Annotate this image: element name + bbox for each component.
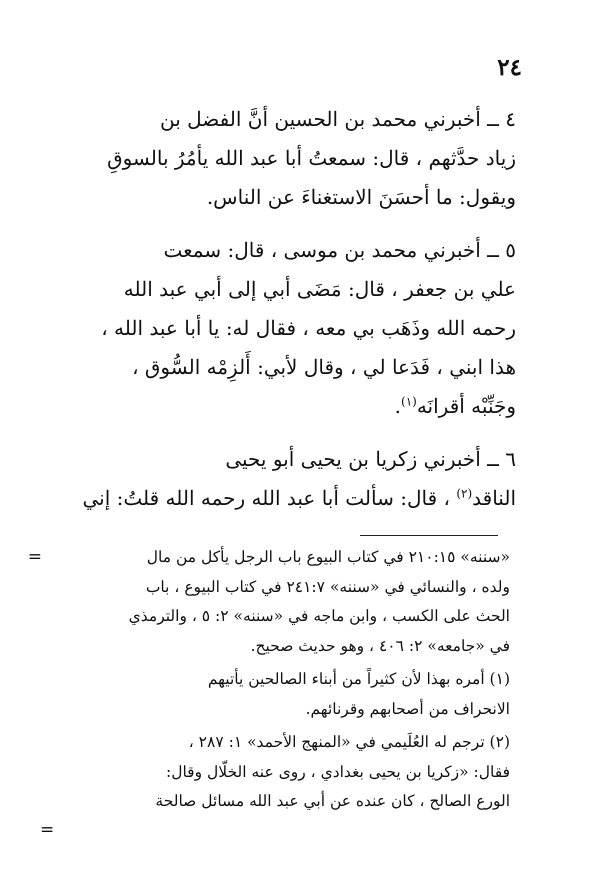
- text-line-body: وجَنِّبْه أقرانَه: [416, 394, 516, 418]
- text-line: ٥ ــ أخبرني محمد بن موسى ، قال: سمعت: [163, 238, 516, 262]
- footnote-divider: [360, 535, 498, 536]
- main-text: [66, 100, 516, 518]
- footnote-ref-2: (٢): [456, 486, 473, 501]
- footnote-ref-1: (١): [401, 394, 417, 409]
- text-line: ٤ ــ أخبرني محمد بن الحسين أنَّ الفضل بن: [160, 107, 516, 131]
- text-line: هذا ابني ، فَدَعا لي ، وقال لأبي: أَلزِمْه السُّوق ،: [132, 355, 516, 379]
- text-line: [66, 479, 516, 518]
- text-line: زياد حدَّثهم ، قال: سمعتُ أبا عبد الله يأمُرُ بالسوقِ: [107, 146, 516, 170]
- footnote-line: (٢) ترجم له العُلَيمي في «المنهج الأحمد» ١: ٢٨٧ ،: [188, 733, 510, 751]
- text-line: ٦ ــ أخبرني زكريا بن يحيى أبو يحيى: [225, 447, 516, 471]
- text-line: [66, 387, 516, 426]
- continuation-mark: =: [27, 547, 42, 567]
- end-continuation-mark: =: [40, 820, 55, 840]
- footnote-line: فقال: «زكريا بن يحيى بغدادي ، روى عنه الخلّال وقال:: [165, 762, 510, 781]
- text-line: علي بن جعفر ، قال: مَضَى أبي إلى أبي عبد الله: [123, 277, 516, 301]
- footnote-line: الحث على الكسب ، وابن ماجه في «سننه» ٢: ٥ ، والترمذي: [128, 607, 510, 625]
- footnote-2: [60, 728, 510, 817]
- paragraph-6: [66, 440, 516, 518]
- text-line-tail: ، قال: سألت أبا عبد الله رحمه الله قلتُ: إني: [82, 486, 457, 510]
- text-line: ويقول: ما أحسَنَ الاستغناءَ عن الناس.: [206, 185, 516, 209]
- footnote-line: «سننه» ٢١٠:١٥ في كتاب البيوع باب الرجل يأكل من مال: [146, 548, 510, 566]
- text-line-tail: .: [394, 394, 401, 418]
- footnote-line: ولده ، والنسائي في «سننه» ٢٤١:٧ في كتاب البيوع ، باب: [145, 577, 510, 596]
- paragraph-5: [66, 231, 516, 426]
- footnote-1: [60, 665, 510, 724]
- footnote-line: (١) أمره بهذا لأن كثيراً من أبناء الصالحين يأتيهم: [207, 670, 510, 688]
- text-line-body: الناقد: [472, 486, 516, 510]
- footnote-line: الورع الصالح ، كان عنده عن أبي عبد الله مسائل صالحة: [155, 792, 510, 810]
- footnote-line: الانحراف من أصحابهم وقرنائهم.: [305, 699, 510, 718]
- footnote-line: في «جامعه» ٢: ٤٠٦ ، وهو حديث صحيح.: [250, 636, 510, 655]
- page-number: ٢٤: [497, 54, 522, 81]
- footnotes: [60, 543, 510, 817]
- text-line: رحمه الله وذَهَب بي معه ، فقال له: يا أبا عبد الله ،: [101, 316, 516, 340]
- footnote-continued: [60, 543, 510, 661]
- paragraph-4: [66, 100, 516, 217]
